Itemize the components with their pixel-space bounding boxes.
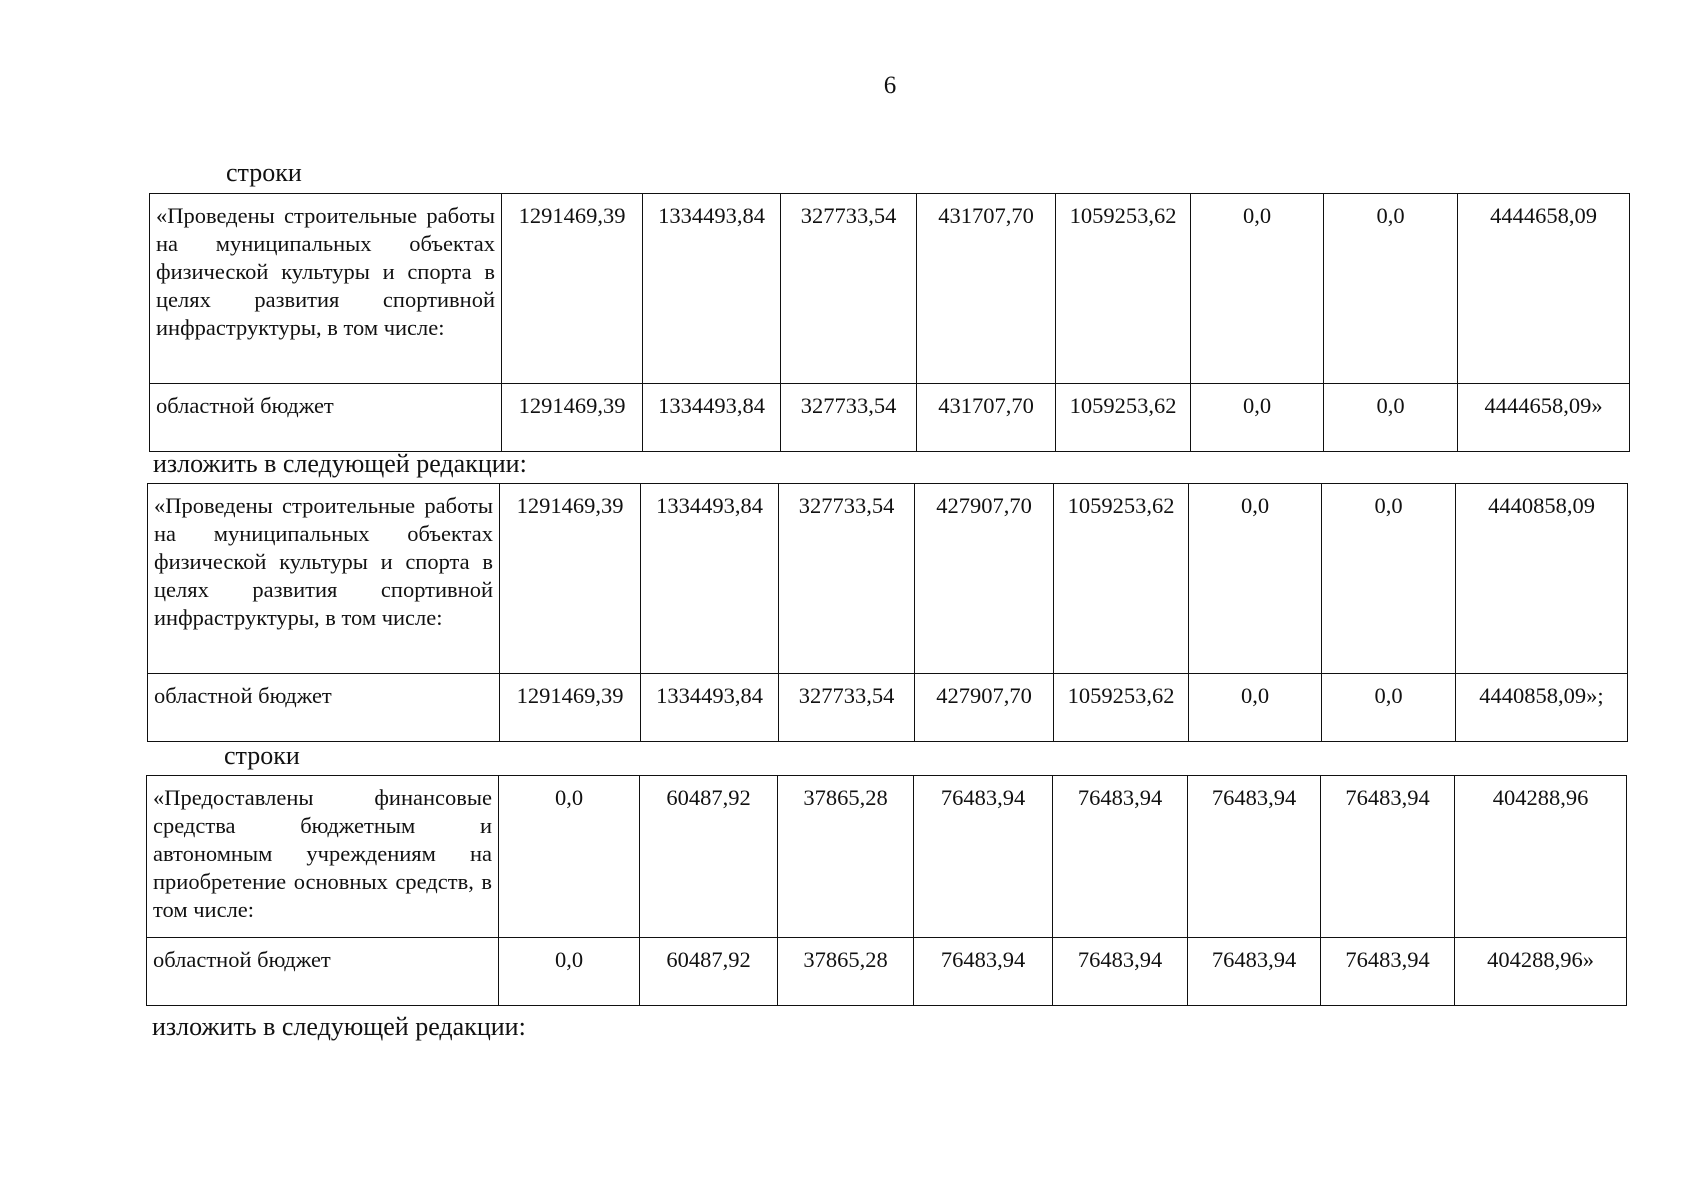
value-cell: 37865,28 <box>778 776 914 938</box>
row-label: «Проведены строительные работы на муниципальных объектах физической культуры и спорта в целях развития спортивной инфраструктуры, в том числе: <box>150 194 502 384</box>
table-row <box>147 776 1627 938</box>
value-cell: 76483,94 <box>1188 938 1321 1006</box>
table-row <box>148 674 1628 742</box>
value-cell: 1334493,84 <box>643 194 781 384</box>
row-label: областной бюджет <box>150 384 502 452</box>
value-cell: 1059253,62 <box>1054 484 1189 674</box>
total-cell: 4444658,09» <box>1458 384 1630 452</box>
value-cell: 427907,70 <box>915 484 1054 674</box>
value-cell: 431707,70 <box>917 194 1056 384</box>
value-cell: 1059253,62 <box>1056 384 1191 452</box>
value-cell: 0,0 <box>1191 194 1324 384</box>
value-cell: 0,0 <box>499 938 640 1006</box>
section-heading: строки <box>224 741 300 770</box>
value-cell: 76483,94 <box>1321 776 1455 938</box>
table-row <box>147 938 1627 1006</box>
value-cell: 76483,94 <box>1053 776 1188 938</box>
value-cell: 76483,94 <box>914 776 1053 938</box>
section-heading: изложить в следующей редакции: <box>153 449 527 478</box>
value-cell: 327733,54 <box>781 384 917 452</box>
table-row <box>150 384 1630 452</box>
value-cell: 60487,92 <box>640 776 778 938</box>
value-cell: 1334493,84 <box>641 484 779 674</box>
value-cell: 76483,94 <box>914 938 1053 1006</box>
row-label: «Предоставлены финансовые средства бюджетным и автономным учреждениям на приобретение основных средств, в том числе: <box>147 776 499 938</box>
table-row <box>150 194 1630 384</box>
value-cell: 431707,70 <box>917 384 1056 452</box>
value-cell: 427907,70 <box>915 674 1054 742</box>
value-cell: 0,0 <box>1324 194 1458 384</box>
value-cell: 76483,94 <box>1053 938 1188 1006</box>
value-cell: 327733,54 <box>779 484 915 674</box>
value-cell: 76483,94 <box>1188 776 1321 938</box>
value-cell: 1059253,62 <box>1054 674 1189 742</box>
table-row <box>148 484 1628 674</box>
total-cell: 4444658,09 <box>1458 194 1630 384</box>
row-label: «Проведены строительные работы на муниципальных объектах физической культуры и спорта в целях развития спортивной инфраструктуры, в том числе: <box>148 484 500 674</box>
value-cell: 0,0 <box>1324 384 1458 452</box>
value-cell: 60487,92 <box>640 938 778 1006</box>
value-cell: 0,0 <box>1322 674 1456 742</box>
total-cell: 4440858,09 <box>1456 484 1628 674</box>
value-cell: 37865,28 <box>778 938 914 1006</box>
value-cell: 1334493,84 <box>641 674 779 742</box>
row-label: областной бюджет <box>147 938 499 1006</box>
total-cell: 404288,96 <box>1455 776 1627 938</box>
value-cell: 1334493,84 <box>643 384 781 452</box>
budget-table-2 <box>147 483 1628 742</box>
row-label: областной бюджет <box>148 674 500 742</box>
closing-text: изложить в следующей редакции: <box>152 1012 526 1041</box>
value-cell: 0,0 <box>1322 484 1456 674</box>
total-cell: 4440858,09»; <box>1456 674 1628 742</box>
value-cell: 1291469,39 <box>502 384 643 452</box>
value-cell: 1291469,39 <box>502 194 643 384</box>
value-cell: 1059253,62 <box>1056 194 1191 384</box>
value-cell: 1291469,39 <box>500 484 641 674</box>
page-number: 6 <box>883 72 897 99</box>
value-cell: 0,0 <box>1191 384 1324 452</box>
value-cell: 0,0 <box>1189 484 1322 674</box>
budget-table-1 <box>149 193 1630 452</box>
budget-table-3 <box>146 775 1627 1006</box>
value-cell: 76483,94 <box>1321 938 1455 1006</box>
value-cell: 327733,54 <box>779 674 915 742</box>
value-cell: 327733,54 <box>781 194 917 384</box>
value-cell: 0,0 <box>1189 674 1322 742</box>
value-cell: 1291469,39 <box>500 674 641 742</box>
value-cell: 0,0 <box>499 776 640 938</box>
section-heading: строки <box>226 158 302 187</box>
total-cell: 404288,96» <box>1455 938 1627 1006</box>
